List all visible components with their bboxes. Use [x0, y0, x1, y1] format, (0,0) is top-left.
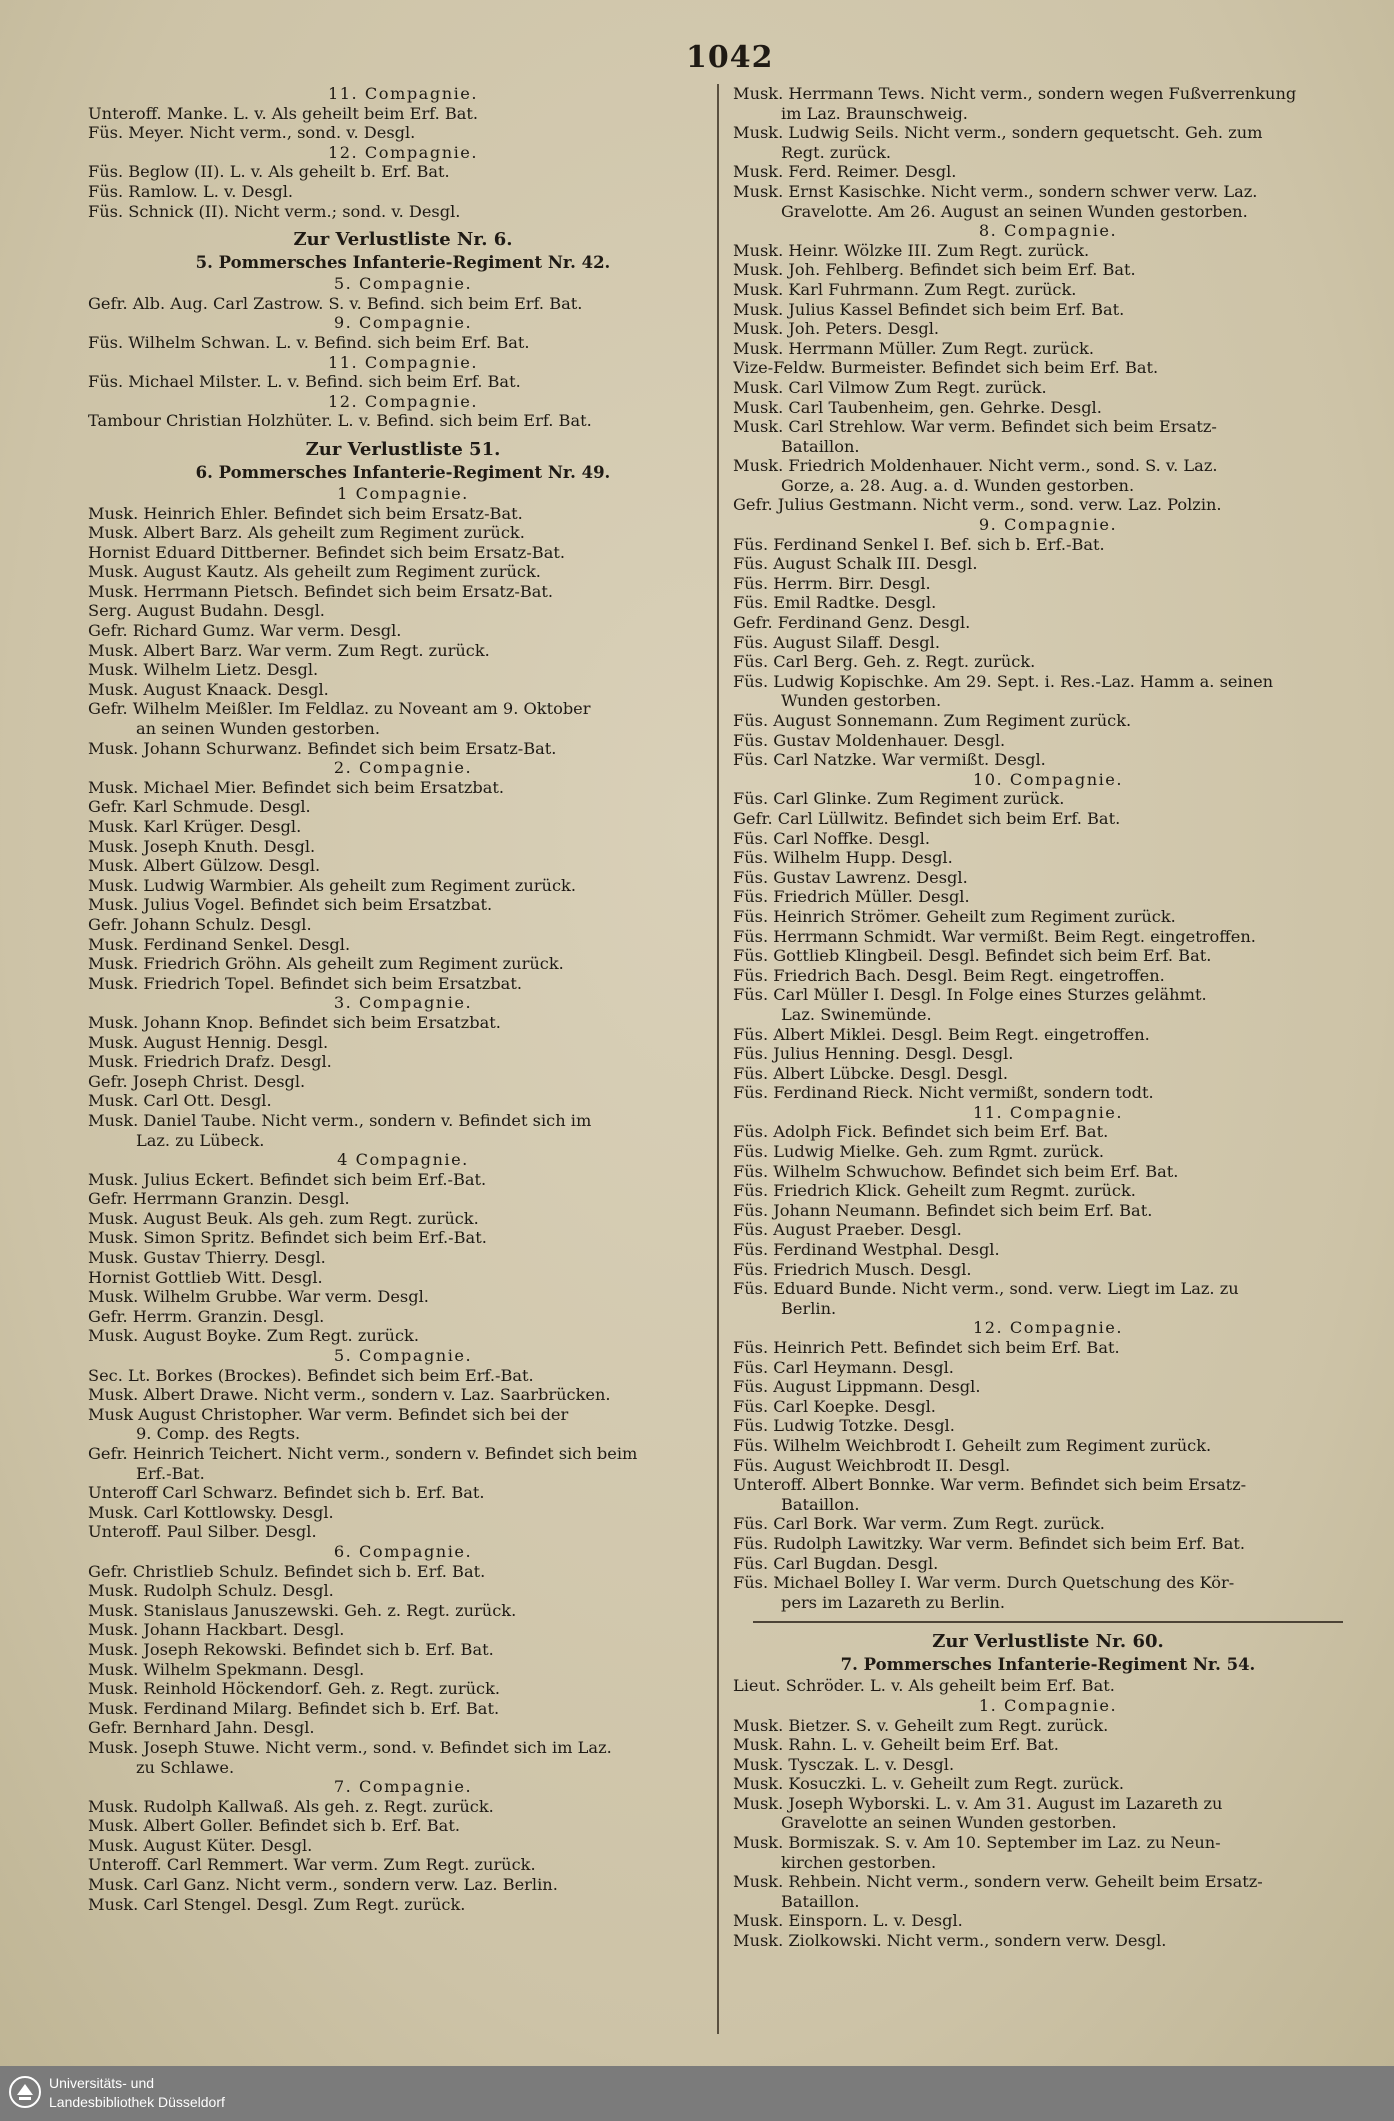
- column-divider: [717, 84, 719, 2034]
- casualty-entry: Musk. Friedrich Drafz. Desgl.: [88, 1052, 332, 1072]
- casualty-entry: Füs. Carl Koepke. Desgl.: [733, 1396, 936, 1416]
- casualty-entry: Füs. Carl Berg. Geh. z. Regt. zurück.: [733, 652, 1036, 672]
- casualty-entry: Musk. Ferd. Reimer. Desgl.: [733, 162, 957, 182]
- casualty-entry: Füs. Michael Milster. L. v. Befind. sich beim Erf. Bat.: [88, 372, 521, 392]
- casualty-entry: Unteroff. Carl Remmert. War verm. Zum Regt. zurück.: [88, 1855, 536, 1875]
- casualty-entry-continuation: an seinen Wunden gestorben.: [136, 719, 380, 739]
- casualty-entry: Musk. Carl Vilmow Zum Regt. zurück.: [733, 377, 1047, 397]
- casualty-entry: Füs. August Silaff. Desgl.: [733, 632, 940, 652]
- casualty-entry: Gefr. Herrmann Granzin. Desgl.: [88, 1189, 350, 1209]
- casualty-entry: Hornist Eduard Dittberner. Befindet sich beim Ersatz-Bat.: [88, 542, 566, 562]
- casualty-entry: Füs. Eduard Bunde. Nicht verm., sond. verw. Liegt im Laz. zu: [733, 1279, 1239, 1299]
- company-heading: 1 Compagnie.: [337, 483, 469, 503]
- casualty-entry-continuation: Laz. Swinemünde.: [781, 1004, 932, 1024]
- regiment-heading: 6. Pommersches Infanterie-Regiment Nr. 49.: [195, 462, 611, 482]
- casualty-entry: Füs. Wilhelm Schwan. L. v. Befind. sich beim Erf. Bat.: [88, 332, 530, 352]
- company-heading: 1. Compagnie.: [978, 1695, 1118, 1715]
- casualty-entry-continuation: Gorze, a. 28. Aug. a. d. Wunden gestorben.: [781, 475, 1135, 495]
- casualty-entry: Musk. Carl Ott. Desgl.: [88, 1091, 272, 1111]
- casualty-entry: Musk. Julius Vogel. Befindet sich beim Ersatzbat.: [88, 895, 493, 915]
- casualty-entry: Füs. Wilhelm Hupp. Desgl.: [733, 848, 953, 868]
- casualty-entry: Gefr. Wilhelm Meißler. Im Feldlaz. zu Noveant am 9. Oktober: [88, 699, 591, 719]
- casualty-entry: Füs. Meyer. Nicht verm., sond. v. Desgl.: [88, 123, 416, 143]
- casualty-entry: Musk. Carl Strehlow. War verm. Befindet sich beim Ersatz-: [733, 417, 1217, 437]
- casualty-entry: Füs. Michael Bolley I. War verm. Durch Quetschung des Kör-: [733, 1573, 1235, 1593]
- loss-list-heading: Zur Verlustliste 51.: [305, 438, 501, 460]
- casualty-entry: Musk. Albert Gülzow. Desgl.: [88, 856, 321, 876]
- casualty-entry: Gefr. Alb. Aug. Carl Zastrow. S. v. Befind. sich beim Erf. Bat.: [88, 293, 583, 313]
- casualty-entry: Füs. Ferdinand Rieck. Nicht vermißt, sondern todt.: [733, 1083, 1154, 1103]
- company-heading: 5. Compagnie.: [333, 1346, 473, 1366]
- casualty-entry: Musk. Ludwig Seils. Nicht verm., sondern gequetscht. Geh. zum: [733, 123, 1263, 143]
- casualty-entry: Füs. Friedrich Klick. Geheilt zum Regmt. zurück.: [733, 1181, 1136, 1201]
- casualty-entry: Musk. Johann Hackbart. Desgl.: [88, 1620, 345, 1640]
- casualty-entry: Musk. Rahn. L. v. Geheilt beim Erf. Bat.: [733, 1735, 1059, 1755]
- casualty-entry: Füs. Carl Heymann. Desgl.: [733, 1357, 954, 1377]
- casualty-entry: Musk. Herrmann Pietsch. Befindet sich beim Ersatz-Bat.: [88, 581, 554, 601]
- casualty-entry: Musk. Carl Taubenheim, gen. Gehrke. Desgl.: [733, 397, 1102, 417]
- casualty-entry: Musk. Heinr. Wölzke III. Zum Regt. zurück.: [733, 240, 1090, 260]
- casualty-entry: Sec. Lt. Borkes (Brockes). Befindet sich beim Erf.-Bat.: [88, 1365, 534, 1385]
- casualty-entry: Füs. August Schalk III. Desgl.: [733, 554, 978, 574]
- casualty-entry: Musk. Friedrich Topel. Befindet sich beim Ersatzbat.: [88, 973, 522, 993]
- casualty-entry: Musk. Ziolkowski. Nicht verm., sondern verw. Desgl.: [733, 1931, 1167, 1951]
- casualty-entry: Musk. Wilhelm Grubbe. War verm. Desgl.: [88, 1287, 429, 1307]
- casualty-entry-continuation: zu Schlawe.: [136, 1757, 235, 1777]
- casualty-entry: Füs. Herrmann Schmidt. War vermißt. Beim Regt. eingetroffen.: [733, 926, 1256, 946]
- casualty-entry: Füs. Wilhelm Weichbrodt I. Geheilt zum Regiment zurück.: [733, 1435, 1212, 1455]
- company-heading: 7. Compagnie.: [333, 1777, 473, 1797]
- casualty-entry: Gefr. Christlieb Schulz. Befindet sich b. Erf. Bat.: [88, 1561, 486, 1581]
- section-separator: [753, 1621, 1343, 1623]
- casualty-entry: Unteroff. Paul Silber. Desgl.: [88, 1522, 317, 1542]
- left-column: [88, 84, 718, 1914]
- casualty-entry: Füs. Adolph Fick. Befindet sich beim Erf. Bat.: [733, 1122, 1109, 1142]
- casualty-entry: Gefr. Karl Schmude. Desgl.: [88, 797, 311, 817]
- casualty-entry: Hornist Gottlieb Witt. Desgl.: [88, 1267, 323, 1287]
- casualty-entry: Lieut. Schröder. L. v. Als geheilt beim Erf. Bat.: [733, 1676, 1115, 1696]
- loss-list-heading: Zur Verlustliste Nr. 60.: [932, 1631, 1164, 1653]
- page-number: 1042: [686, 40, 774, 75]
- casualty-entry: Musk. Ernst Kasischke. Nicht verm., sondern schwer verw. Laz.: [733, 181, 1258, 201]
- casualty-entry: Musk. Joh. Peters. Desgl.: [733, 319, 940, 339]
- casualty-entry-continuation: kirchen gestorben.: [781, 1852, 937, 1872]
- company-heading: 12. Compagnie.: [327, 391, 479, 411]
- company-heading: 11. Compagnie.: [972, 1102, 1124, 1122]
- casualty-entry: Musk. Albert Barz. Als geheilt zum Regiment zurück.: [88, 523, 525, 543]
- company-heading: 9. Compagnie.: [333, 313, 473, 333]
- casualty-entry: Füs. August Lippmann. Desgl.: [733, 1377, 981, 1397]
- casualty-entry: Füs. Beglow (II). L. v. Als geheilt b. Erf. Bat.: [88, 162, 450, 182]
- casualty-entry-continuation: pers im Lazareth zu Berlin.: [781, 1592, 1006, 1612]
- company-heading: 11. Compagnie.: [327, 352, 479, 372]
- casualty-entry: Füs. Carl Noffke. Desgl.: [733, 828, 930, 848]
- casualty-entry: Gefr. Ferdinand Genz. Desgl.: [733, 613, 971, 633]
- casualty-entry-continuation: Bataillon.: [781, 436, 860, 456]
- casualty-entry: Musk. Michael Mier. Befindet sich beim Ersatzbat.: [88, 777, 505, 797]
- right-column: [733, 84, 1363, 1951]
- casualty-entry-continuation: Erf.-Bat.: [136, 1463, 205, 1483]
- loss-list-heading: Zur Verlustliste Nr. 6.: [293, 229, 513, 251]
- casualty-entry: Musk. Kosuczki. L. v. Geheilt zum Regt. zurück.: [733, 1774, 1125, 1794]
- casualty-entry: Musk. Stanislaus Januszewski. Geh. z. Regt. zurück.: [88, 1600, 517, 1620]
- casualty-entry: Musk. August Kautz. Als geheilt zum Regiment zurück.: [88, 562, 541, 582]
- casualty-entry: Füs. Gustav Moldenhauer. Desgl.: [733, 730, 1006, 750]
- company-heading: 6. Compagnie.: [333, 1541, 473, 1561]
- casualty-entry: Füs. Carl Natzke. War vermißt. Desgl.: [733, 750, 1046, 770]
- casualty-entry: Füs. Schnick (II). Nicht verm.; sond. v. Desgl.: [88, 201, 461, 221]
- casualty-entry: Musk. Karl Krüger. Desgl.: [88, 817, 302, 836]
- casualty-entry: Musk. Carl Ganz. Nicht verm., sondern verw. Laz. Berlin.: [88, 1875, 558, 1895]
- casualty-entry: Musk. Bietzer. S. v. Geheilt zum Regt. zurück.: [733, 1715, 1109, 1735]
- casualty-entry-continuation: Laz. zu Lübeck.: [136, 1130, 265, 1150]
- casualty-entry: Musk. Rudolph Kallwaß. Als geh. z. Regt. zurück.: [88, 1796, 494, 1816]
- casualty-entry: Musk. August Knaack. Desgl.: [88, 679, 329, 699]
- casualty-entry: Füs. Ferdinand Westphal. Desgl.: [733, 1240, 1000, 1260]
- casualty-entry: Füs. Carl Glinke. Zum Regiment zurück.: [733, 789, 1065, 809]
- casualty-entry: Gefr. Joseph Christ. Desgl.: [88, 1071, 306, 1091]
- university-logo-icon: [8, 2075, 42, 2109]
- casualty-entry: Musk. Gustav Thierry. Desgl.: [88, 1248, 326, 1268]
- library-footer: [0, 2066, 1394, 2121]
- casualty-entry: Füs. Albert Lübcke. Desgl. Desgl.: [733, 1063, 1008, 1083]
- casualty-entry: Füs. Rudolph Lawitzky. War verm. Befindet sich beim Erf. Bat.: [733, 1533, 1245, 1553]
- casualty-entry: Füs. Emil Radtke. Desgl.: [733, 593, 937, 613]
- casualty-entry: Musk. Friedrich Moldenhauer. Nicht verm., sond. S. v. Laz.: [733, 456, 1218, 476]
- regiment-heading: 7. Pommersches Infanterie-Regiment Nr. 54.: [840, 1655, 1256, 1675]
- casualty-entry: Gefr. Richard Gumz. War verm. Desgl.: [88, 621, 402, 641]
- casualty-entry: Füs. Ferdinand Senkel I. Bef. sich b. Erf.-Bat.: [733, 534, 1105, 554]
- company-heading: 9. Compagnie.: [978, 515, 1118, 535]
- casualty-entry: Gefr. Johann Schulz. Desgl.: [88, 914, 312, 934]
- casualty-entry: Tambour Christian Holzhüter. L. v. Befind. sich beim Erf. Bat.: [88, 411, 592, 431]
- casualty-entry: Serg. August Budahn. Desgl.: [88, 601, 325, 621]
- casualty-entry: Musk. August Hennig. Desgl.: [88, 1032, 329, 1052]
- casualty-entry: Füs. Julius Henning. Desgl. Desgl.: [733, 1044, 1014, 1064]
- casualty-entry: Musk. Rehbein. Nicht verm., sondern verw. Geheilt beim Ersatz-: [733, 1872, 1263, 1892]
- library-name-line2: Landesbibliothek Düsseldorf: [49, 2094, 225, 2110]
- casualty-entry: Musk. Joseph Knuth. Desgl.: [88, 836, 316, 856]
- company-heading: 10. Compagnie.: [972, 769, 1124, 789]
- casualty-entry: Musk. Carl Kottlowsky. Desgl.: [88, 1502, 334, 1522]
- casualty-entry: Musk. Ferdinand Senkel. Desgl.: [88, 934, 351, 954]
- casualty-entry-continuation: 9. Comp. des Regts.: [136, 1424, 301, 1444]
- casualty-entry: Musk. Johann Knop. Befindet sich beim Ersatzbat.: [88, 1012, 501, 1032]
- casualty-entry: Musk. Herrmann Tews. Nicht verm., sondern wegen Fußverrenkung: [733, 84, 1297, 103]
- company-heading: 4 Compagnie.: [337, 1150, 469, 1170]
- casualty-entry: Musk. August Küter. Desgl.: [88, 1835, 313, 1855]
- casualty-entry: Musk. Julius Kassel Befindet sich beim Erf. Bat.: [733, 299, 1125, 319]
- casualty-entry: Musk. Herrmann Müller. Zum Regt. zurück.: [733, 338, 1094, 358]
- company-heading: 12. Compagnie.: [972, 1318, 1124, 1338]
- company-heading: 3. Compagnie.: [333, 993, 473, 1013]
- casualty-entry: Gefr. Heinrich Teichert. Nicht verm., sondern v. Befindet sich beim: [88, 1444, 638, 1463]
- casualty-entry: Unteroff. Albert Bonnke. War verm. Befindet sich beim Ersatz-: [733, 1475, 1247, 1495]
- casualty-entry-continuation: Berlin.: [781, 1298, 837, 1318]
- casualty-entry-continuation: Bataillon.: [781, 1891, 860, 1911]
- casualty-entry: Füs. August Weichbrodt II. Desgl.: [733, 1455, 1011, 1475]
- casualty-entry: Musk. Friedrich Gröhn. Als geheilt zum Regiment zurück.: [88, 954, 564, 974]
- regiment-heading: 5. Pommersches Infanterie-Regiment Nr. 42.: [195, 253, 611, 273]
- casualty-entry-continuation: Gravelotte. Am 26. August an seinen Wunden gestorben.: [781, 201, 1248, 221]
- casualty-entry: Füs. Ramlow. L. v. Desgl.: [88, 181, 294, 201]
- company-heading: 5. Compagnie.: [333, 274, 473, 294]
- casualty-entry: Füs. Friedrich Musch. Desgl.: [733, 1259, 972, 1279]
- casualty-entry-continuation: Wunden gestorben.: [781, 691, 942, 711]
- casualty-entry: Gefr. Julius Gestmann. Nicht verm., sond. verw. Laz. Polzin.: [733, 495, 1222, 515]
- casualty-entry: Musk August Christopher. War verm. Befindet sich bei der: [88, 1404, 569, 1424]
- casualty-entry: Vize-Feldw. Burmeister. Befindet sich beim Erf. Bat.: [733, 358, 1159, 378]
- casualty-entry: Musk. Joseph Wyborski. L. v. Am 31. August im Lazareth zu: [733, 1793, 1223, 1813]
- casualty-entry: Musk. Reinhold Höckendorf. Geh. z. Regt. zurück.: [88, 1679, 501, 1699]
- casualty-entry: Füs. Ludwig Mielke. Geh. zum Rgmt. zurück.: [733, 1142, 1105, 1162]
- casualty-entry: Musk. Bormiszak. S. v. Am 10. September im Laz. zu Neun-: [733, 1833, 1221, 1853]
- library-name-line1: Universitäts- und: [49, 2075, 155, 2091]
- casualty-entry: Musk. Rudolph Schulz. Desgl.: [88, 1581, 334, 1601]
- casualty-entry: Gefr. Herrm. Granzin. Desgl.: [88, 1306, 325, 1326]
- casualty-entry: Gefr. Carl Lüllwitz. Befindet sich beim Erf. Bat.: [733, 808, 1121, 828]
- casualty-entry: Musk. Albert Goller. Befindet sich b. Erf. Bat.: [88, 1816, 460, 1836]
- casualty-entry: Füs. Friedrich Müller. Desgl.: [733, 887, 970, 907]
- casualty-entry: Musk. Karl Fuhrmann. Zum Regt. zurück.: [733, 279, 1077, 299]
- casualty-entry: Füs. Heinrich Strömer. Geheilt zum Regiment zurück.: [733, 906, 1176, 926]
- casualty-entry: Füs. Johann Neumann. Befindet sich beim Erf. Bat.: [733, 1200, 1153, 1220]
- casualty-entry: Füs. Friedrich Bach. Desgl. Beim Regt. eingetroffen.: [733, 965, 1165, 985]
- casualty-entry: Füs. Carl Bugdan. Desgl.: [733, 1553, 939, 1573]
- casualty-entry: Musk. Carl Stengel. Desgl. Zum Regt. zurück.: [88, 1894, 466, 1914]
- casualty-entry: Füs. Albert Miklei. Desgl. Beim Regt. eingetroffen.: [733, 1024, 1150, 1044]
- casualty-entry: Musk. Albert Barz. War verm. Zum Regt. zurück.: [88, 640, 490, 660]
- casualty-entry-continuation: im Laz. Braunschweig.: [781, 103, 968, 123]
- casualty-entry: Musk. Einsporn. L. v. Desgl.: [733, 1911, 963, 1931]
- casualty-entry-continuation: Gravelotte an seinen Wunden gestorben.: [781, 1813, 1117, 1833]
- casualty-entry: Füs. August Praeber. Desgl.: [733, 1220, 962, 1240]
- casualty-entry: Füs. Gottlieb Klingbeil. Desgl. Befindet sich beim Erf. Bat.: [733, 946, 1212, 966]
- casualty-entry: Musk. August Boyke. Zum Regt. zurück.: [88, 1326, 419, 1346]
- casualty-entry: Musk. Wilhelm Spekmann. Desgl.: [88, 1659, 365, 1679]
- casualty-entry: Musk. Joh. Fehlberg. Befindet sich beim Erf. Bat.: [733, 260, 1136, 280]
- casualty-entry: Musk. Daniel Taube. Nicht verm., sondern v. Befindet sich im: [88, 1110, 592, 1130]
- company-heading: 2. Compagnie.: [333, 758, 473, 778]
- casualty-entry: Musk. Johann Schurwanz. Befindet sich beim Ersatz-Bat.: [88, 738, 557, 758]
- casualty-entry: Füs. Herrm. Birr. Desgl.: [733, 573, 931, 593]
- company-heading: 8. Compagnie.: [978, 221, 1118, 241]
- casualty-entry: Musk. Heinrich Ehler. Befindet sich beim Ersatz-Bat.: [88, 503, 523, 523]
- casualty-entry: Musk. Wilhelm Lietz. Desgl.: [88, 660, 319, 680]
- casualty-entry: Füs. Ludwig Kopischke. Am 29. Sept. i. Res.-Laz. Hamm a. seinen: [733, 671, 1274, 691]
- casualty-entry: Füs. Carl Bork. War verm. Zum Regt. zurück.: [733, 1514, 1105, 1534]
- casualty-entry-continuation: Bataillon.: [781, 1494, 860, 1514]
- casualty-entry: Füs. Wilhelm Schwuchow. Befindet sich beim Erf. Bat.: [733, 1161, 1179, 1181]
- company-heading: 11. Compagnie.: [327, 84, 479, 103]
- casualty-entry: Musk. Tysczak. L. v. Desgl.: [733, 1754, 955, 1774]
- casualty-entry: Musk. Joseph Rekowski. Befindet sich b. Erf. Bat.: [88, 1639, 494, 1659]
- casualty-entry: Füs. Gustav Lawrenz. Desgl.: [733, 867, 968, 887]
- casualty-entry: Musk. Albert Drawe. Nicht verm., sondern v. Laz. Saarbrücken.: [88, 1385, 611, 1405]
- casualty-entry: Musk. Ludwig Warmbier. Als geheilt zum Regiment zurück.: [88, 875, 576, 895]
- casualty-entry: Musk. Simon Spritz. Befindet sich beim Erf.-Bat.: [88, 1228, 487, 1248]
- casualty-entry: Füs. Ludwig Totzke. Desgl.: [733, 1416, 955, 1436]
- casualty-entry: Gefr. Bernhard Jahn. Desgl.: [88, 1718, 315, 1738]
- casualty-entry: Musk. Joseph Stuwe. Nicht verm., sond. v. Befindet sich im Laz.: [88, 1737, 612, 1757]
- casualty-entry: Unteroff. Manke. L. v. Als geheilt beim Erf. Bat.: [88, 103, 479, 123]
- casualty-entry: Musk. August Beuk. Als geh. zum Regt. zurück.: [88, 1208, 479, 1228]
- casualty-entry: Füs. Heinrich Pett. Befindet sich beim Erf. Bat.: [733, 1338, 1120, 1357]
- casualty-entry: Füs. August Sonnemann. Zum Regiment zurück.: [733, 711, 1132, 730]
- casualty-entry: Musk. Julius Eckert. Befindet sich beim Erf.-Bat.: [88, 1169, 487, 1189]
- casualty-entry: Unteroff Carl Schwarz. Befindet sich b. Erf. Bat.: [88, 1483, 485, 1503]
- casualty-entry: Musk. Ferdinand Milarg. Befindet sich b. Erf. Bat.: [88, 1698, 500, 1718]
- casualty-entry-continuation: Regt. zurück.: [781, 142, 892, 162]
- company-heading: 12. Compagnie.: [327, 142, 479, 162]
- casualty-entry: Füs. Carl Müller I. Desgl. In Folge eines Sturzes gelähmt.: [733, 985, 1207, 1005]
